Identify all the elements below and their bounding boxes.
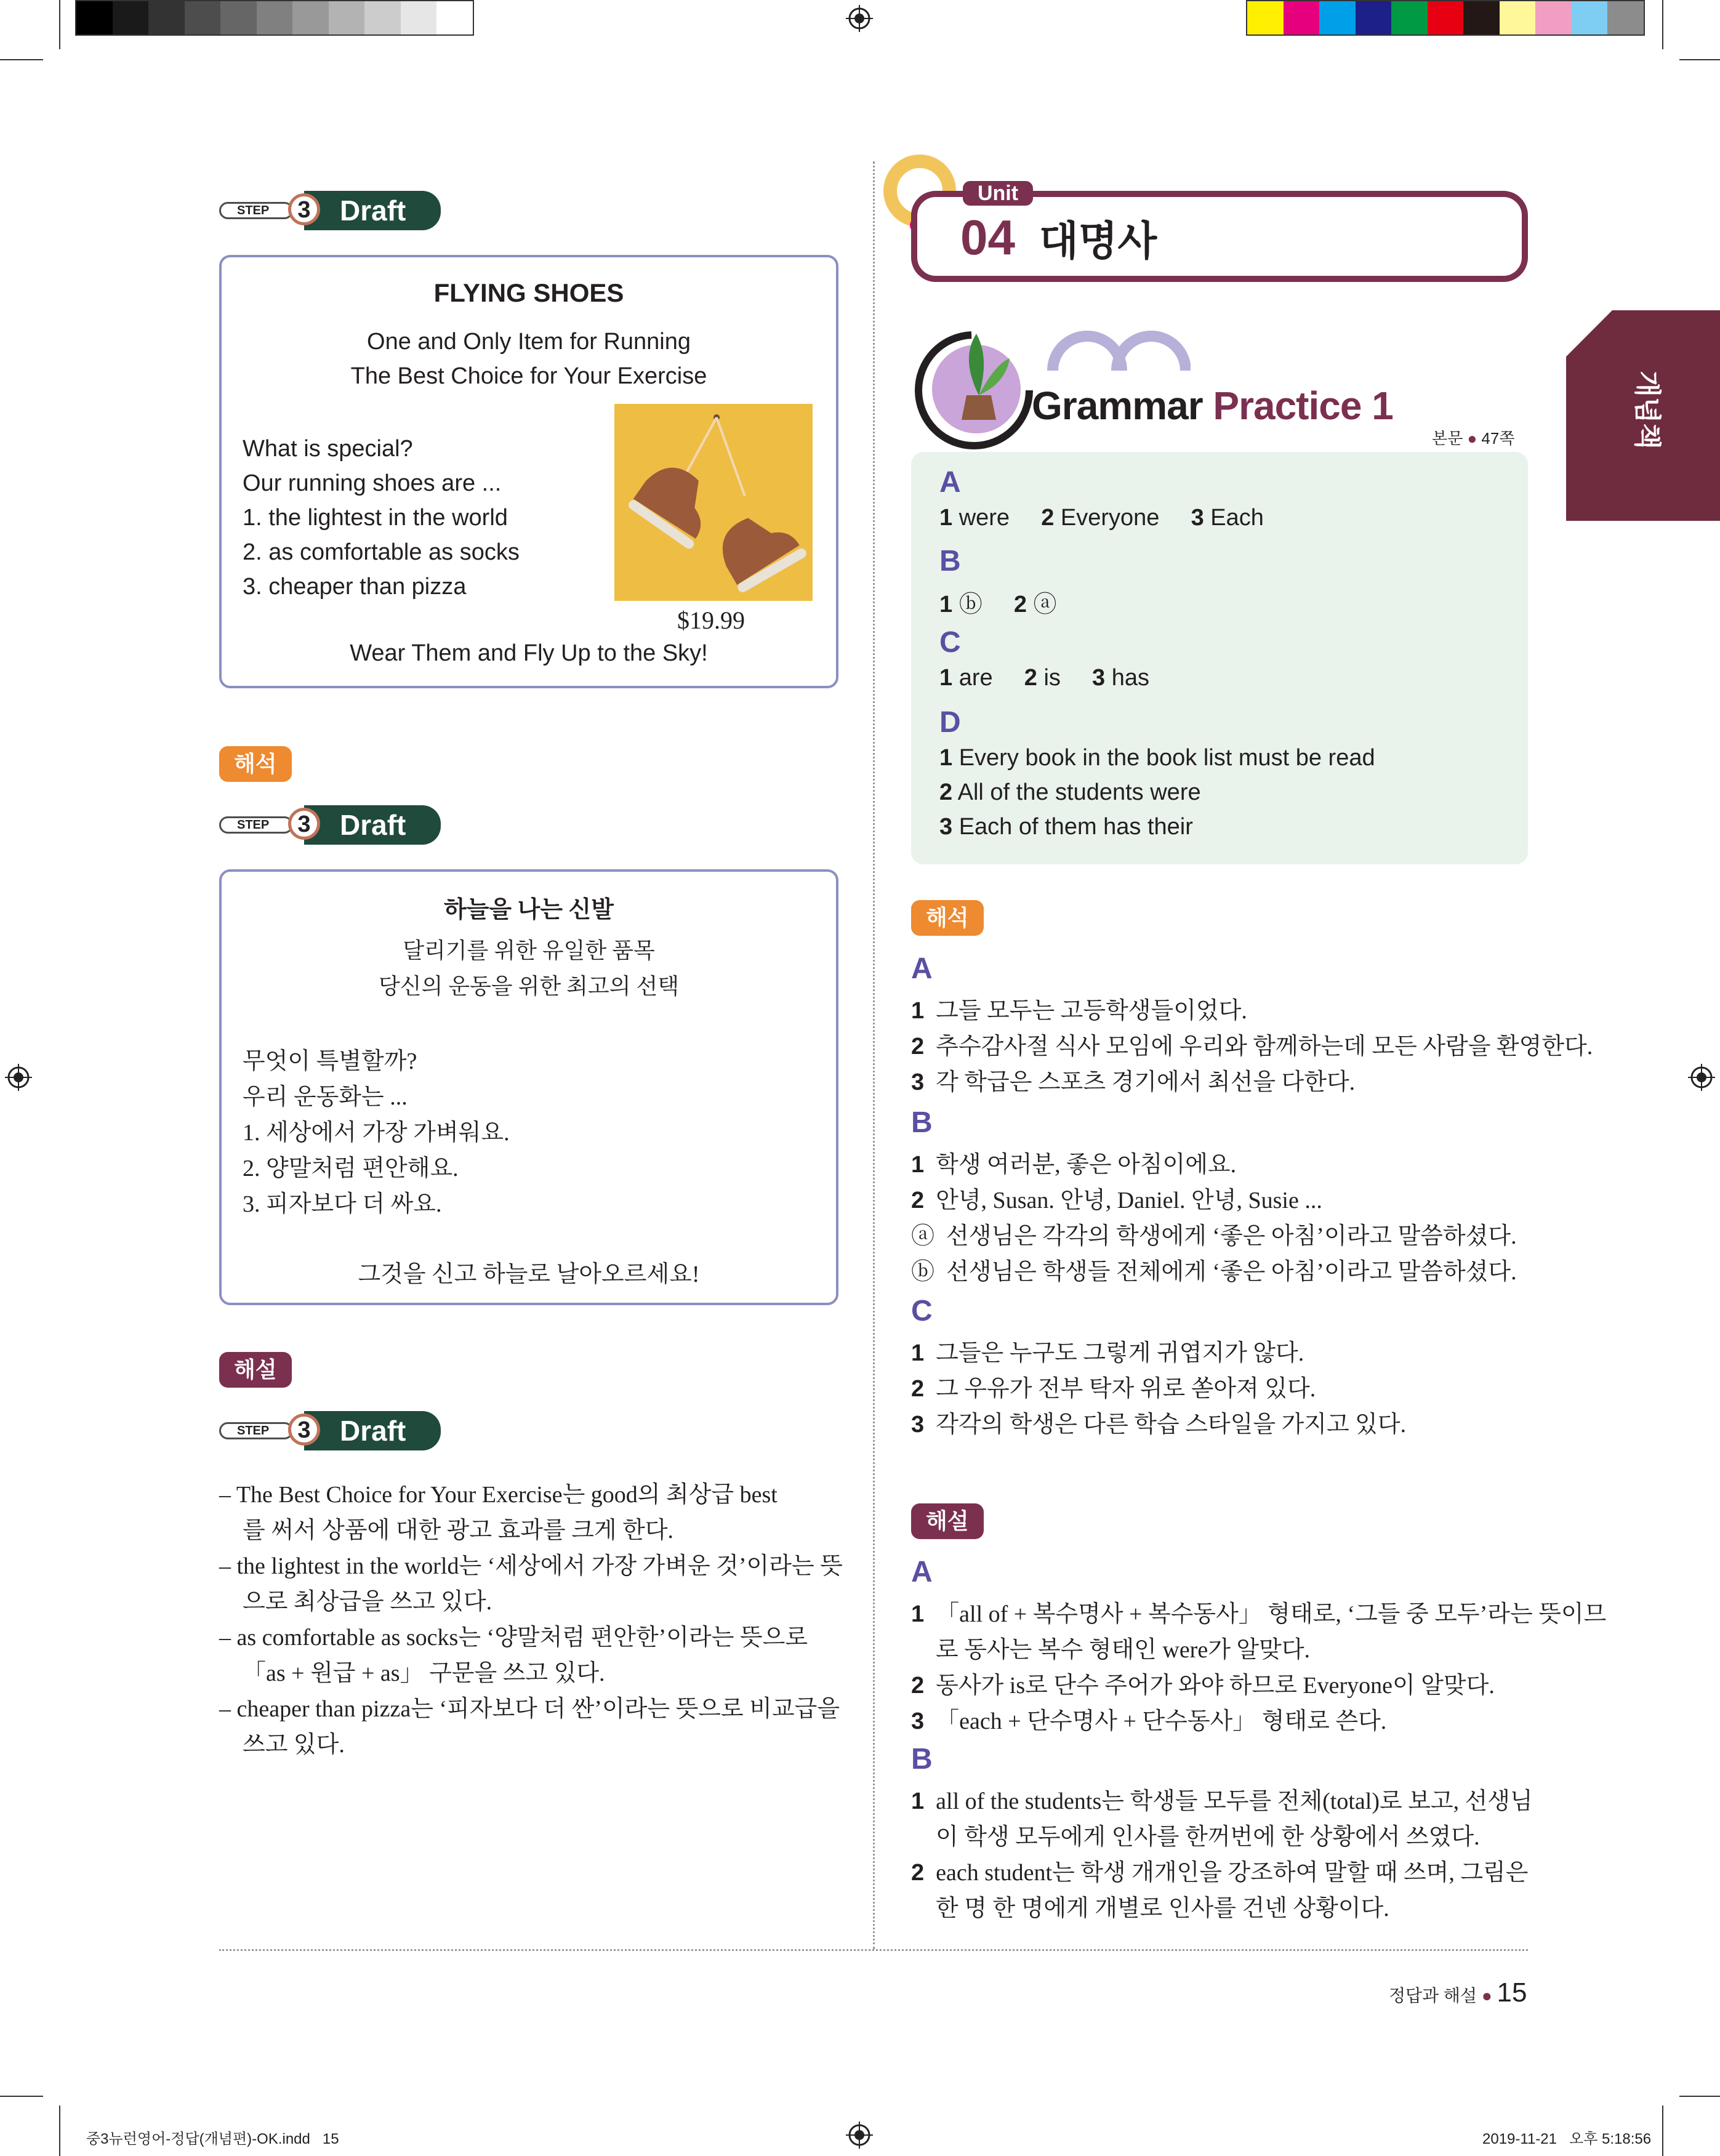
gray-calibration-strip (75, 0, 474, 36)
answer-text: Each (1210, 505, 1264, 531)
expl-letter-b: B (911, 1743, 933, 1776)
color-swatch (1535, 1, 1572, 34)
answer-text: ⓐ (1033, 592, 1057, 617)
ad-ko-line: 1. 세상에서 가장 가벼워요. (243, 1120, 510, 1146)
answer-num: 1 (939, 592, 953, 617)
line-text: 안녕, Susan. 안녕, Daniel. 안녕, Susie ... (936, 1188, 1322, 1213)
side-tab-label: 개념책 (1632, 371, 1662, 449)
crop-mark (1662, 2106, 1663, 2156)
line-text: 이 학생 모두에게 인사를 한꺼번에 한 상황에서 쓰였다. (936, 1824, 1480, 1850)
line-num: 3 (911, 1708, 925, 1734)
expl-line (936, 1817, 1480, 1851)
note-line: 으로 최상급을 쓰고 있다. (243, 1589, 492, 1615)
note-line: – cheaper than pizza는 ‘피자보다 더 싼’이라는 뜻으로 비교급을 (219, 1696, 840, 1722)
answer-text: All of the students were (957, 779, 1201, 805)
gray-swatch (329, 1, 365, 34)
color-swatch (1247, 1, 1284, 34)
answer-letter-d: D (939, 706, 961, 739)
practice-number: 1 (1372, 384, 1393, 428)
answer-line-d (939, 745, 1375, 771)
gray-swatch (364, 1, 401, 34)
answer-line-d (939, 779, 1201, 806)
ad-subtitle-2: The Best Choice for Your Exercise (350, 363, 707, 389)
unit-title: 대명사 (1039, 218, 1157, 263)
line-text: 「all of + 복수명사 + 복수동사」 형태로, ‘그들 중 모두’라는 뜻이므 (936, 1601, 1607, 1627)
line-num: 3 (911, 1412, 925, 1438)
step-pill: STEP (219, 202, 293, 219)
explanation-tag: 해설 (911, 1503, 984, 1539)
registration-mark-icon (846, 5, 873, 32)
step-number: 3 (288, 808, 320, 840)
unit-label: Unit (977, 182, 1019, 205)
answer-box (911, 452, 1528, 864)
explanation-tag: 해설 (219, 1352, 292, 1388)
color-swatch (1607, 1, 1644, 34)
expl-line (911, 1702, 1386, 1736)
line-text: 로 동사는 복수 형태인 were가 알맞다. (936, 1637, 1311, 1663)
trans-line (911, 1063, 1355, 1096)
file-slug: 중3뉴런영어-정답(개념편)-OK.indd 15 (86, 2131, 339, 2147)
page-footer (1389, 1977, 1527, 2008)
trans-line (911, 1027, 1593, 1061)
ad-box-korean (219, 869, 838, 1305)
step-label: Draft (340, 195, 406, 227)
step-badge (219, 191, 441, 230)
note-line: – the lightest in the world는 ‘세상에서 가장 가벼운 것’이라는 뜻 (219, 1553, 843, 1579)
expl-line (911, 1666, 1495, 1700)
timestamp-slug: 2019-11-21 오후 5:18:56 (1482, 2131, 1652, 2147)
answer-text: Everyone (1060, 505, 1160, 531)
expl-line (911, 1782, 1533, 1816)
answer-num: 3 (1191, 505, 1204, 531)
registration-mark-icon (1688, 1064, 1715, 1091)
note-line: 「as + 원급 + as」 구문을 쓰고 있다. (243, 1660, 605, 1686)
step-label: Draft (340, 809, 406, 841)
trans-letter-c: C (911, 1295, 933, 1327)
expl-line (911, 1595, 1606, 1628)
answer-line-b (939, 585, 1057, 619)
answer-num: 2 (1041, 505, 1055, 531)
step-number: 3 (288, 193, 320, 225)
answer-letter-c: C (939, 626, 961, 659)
answer-num: 1 (939, 665, 953, 691)
ad-line: Our running shoes are ... (243, 470, 502, 496)
translation-tag: 해석 (911, 900, 984, 936)
registration-mark-icon (5, 1064, 32, 1091)
line-text: 선생님은 학생들 전체에게 ‘좋은 아침’이라고 말씀하셨다. (946, 1259, 1517, 1285)
ad-ko-title: 하늘을 나는 신발 (444, 897, 614, 923)
ad-subtitle-1: One and Only Item for Running (367, 329, 691, 355)
line-text: 각각의 학생은 다른 학습 스타일을 가지고 있다. (936, 1412, 1407, 1438)
step-pill: STEP (219, 816, 293, 834)
ad-ko-line: 무엇이 특별할까? (243, 1048, 417, 1074)
trans-line (911, 1405, 1406, 1439)
line-num: 1 (911, 1340, 925, 1366)
step-label: Draft (340, 1415, 406, 1447)
flying-shoes-illustration (614, 404, 813, 601)
gray-swatch (436, 1, 473, 34)
gray-swatch (257, 1, 293, 34)
answer-num: 3 (939, 814, 953, 840)
line-num: 1 (911, 1601, 925, 1627)
ad-ko-line: 우리 운동화는 ... (243, 1084, 408, 1110)
grammar-practice-title (1032, 383, 1393, 428)
line-text: 한 명 한 명에게 개별로 인사를 건넨 상황이다. (936, 1896, 1389, 1921)
trans-line (911, 1252, 1517, 1286)
step-number: 3 (288, 1414, 320, 1446)
trans-letter-a: A (911, 952, 933, 985)
ad-ko-slogan: 그것을 신고 하늘로 날아오르세요! (358, 1261, 700, 1287)
line-num: 2 (911, 1188, 925, 1213)
crop-mark (59, 2106, 60, 2156)
trans-line (911, 1217, 1517, 1250)
ad-ko-subtitle-2: 당신의 운동을 위한 최고의 선택 (378, 974, 680, 999)
trans-line (911, 1145, 1236, 1179)
line-text: 추수감사절 식사 모임에 우리와 함께하는데 모든 사람을 환영한다. (936, 1034, 1593, 1060)
ad-line: What is special? (243, 436, 413, 462)
trans-letter-b: B (911, 1106, 933, 1139)
line-text: 그들은 누구도 그렇게 귀엽지가 않다. (936, 1340, 1304, 1366)
practice-word: Practice (1213, 384, 1362, 428)
ad-line: 2. as comfortable as socks (243, 539, 520, 565)
gray-swatch (185, 1, 221, 34)
answer-line-c (939, 665, 1149, 691)
answer-text: ⓑ (958, 592, 983, 617)
color-swatch (1356, 1, 1392, 34)
answer-num: 1 (939, 505, 953, 531)
line-num: 2 (911, 1673, 925, 1699)
gray-swatch (401, 1, 437, 34)
crop-mark (59, 0, 60, 49)
gray-swatch (148, 1, 185, 34)
color-swatch (1572, 1, 1608, 34)
page-ref-label: 본문 (1432, 429, 1463, 448)
page-ref-page: 47쪽 (1481, 429, 1515, 448)
line-num: ⓐ (911, 1223, 935, 1249)
answer-line-d (939, 814, 1193, 840)
line-text: all of the students는 학생들 모두를 전체(total)로 보고, 선생님 (936, 1788, 1533, 1814)
color-swatch (1500, 1, 1536, 34)
line-text: 선생님은 각각의 학생에게 ‘좋은 아침’이라고 말씀하셨다. (946, 1223, 1517, 1249)
line-num: 2 (911, 1034, 925, 1060)
crop-mark (1679, 2096, 1720, 2097)
answer-num: 2 (1024, 665, 1037, 691)
answer-num: 1 (939, 745, 953, 771)
line-text: 동사가 is로 단수 주어가 와야 하므로 Everyone이 알맞다. (936, 1673, 1495, 1699)
note-line: 쓰고 있다. (243, 1732, 345, 1758)
line-num: 1 (911, 998, 925, 1024)
grammar-word: Grammar (1032, 384, 1203, 428)
answer-num: 2 (1013, 592, 1027, 617)
page-number: 15 (1497, 1977, 1527, 2008)
ad-title: FLYING SHOES (433, 278, 624, 307)
gray-swatch (76, 1, 113, 34)
note-line: – The Best Choice for Your Exercise는 good의 최상급 best (219, 1482, 778, 1508)
footer-label: 정답과 해설 (1389, 1986, 1477, 2005)
ad-box-english (219, 255, 838, 688)
color-swatch (1284, 1, 1320, 34)
expl-letter-a: A (911, 1556, 933, 1588)
trans-line (911, 991, 1247, 1025)
note-line: 를 써서 상품에 대한 광고 효과를 크게 한다. (243, 1518, 674, 1543)
gray-swatch (220, 1, 257, 34)
note-line: – as comfortable as socks는 ‘양말처럼 편안한’이라는 뜻으로 (219, 1625, 808, 1651)
ad-slogan: Wear Them and Fly Up to the Sky! (350, 640, 708, 666)
step-badge (219, 805, 441, 845)
expl-line (936, 1889, 1389, 1923)
page-reference (1432, 426, 1514, 449)
line-text: 「each + 단수명사 + 단수동사」 형태로 쓴다. (936, 1708, 1387, 1734)
step-badge (219, 1411, 441, 1450)
answer-num: 2 (939, 779, 953, 805)
registration-mark-icon (846, 2122, 873, 2149)
answer-text: has (1111, 665, 1150, 691)
ad-ko-subtitle-1: 달리기를 위한 유일한 품목 (403, 938, 655, 963)
expl-line (911, 1853, 1528, 1887)
trans-line (911, 1333, 1304, 1367)
crop-mark (1679, 59, 1720, 60)
answer-text: is (1043, 665, 1061, 691)
line-num: ⓑ (911, 1259, 935, 1285)
answer-letter-a: A (939, 466, 961, 499)
bullet-icon: ● (1467, 429, 1477, 448)
line-num: 2 (911, 1860, 925, 1886)
line-num: 1 (911, 1152, 925, 1178)
line-text: 그 우유가 전부 탁자 위로 쏟아져 있다. (936, 1376, 1316, 1402)
line-num: 2 (911, 1376, 925, 1402)
color-calibration-strip (1246, 0, 1645, 36)
answer-text: are (958, 665, 993, 691)
color-swatch (1428, 1, 1464, 34)
line-text: 학생 여러분, 좋은 아침이에요. (936, 1152, 1237, 1178)
translation-tag: 해석 (219, 746, 292, 782)
line-text: 그들 모두는 고등학생들이었다. (936, 998, 1247, 1024)
ad-line: 3. cheaper than pizza (243, 574, 467, 600)
color-swatch (1319, 1, 1356, 34)
line-text: each student는 학생 개개인을 강조하여 말할 때 쓰며, 그림은 (936, 1860, 1529, 1886)
expl-line (936, 1630, 1310, 1664)
ad-ko-line: 3. 피자보다 더 싸요. (243, 1191, 442, 1217)
bullet-icon: ● (1481, 1986, 1492, 2005)
ad-ko-line: 2. 양말처럼 편안해요. (243, 1156, 459, 1181)
trans-line (911, 1369, 1316, 1403)
answer-line-a (939, 505, 1264, 531)
answer-text: Each of them has their (958, 814, 1193, 840)
trans-line (911, 1181, 1322, 1215)
bottom-divider (219, 1949, 1528, 1951)
answer-text: were (958, 505, 1010, 531)
crop-mark (1662, 0, 1663, 49)
gray-swatch (113, 1, 149, 34)
step-pill: STEP (219, 1422, 293, 1439)
answer-letter-b: B (939, 545, 961, 577)
ad-price: $19.99 (677, 606, 745, 634)
column-divider (873, 161, 875, 1949)
crop-mark (0, 2096, 43, 2097)
crop-mark (0, 59, 43, 60)
ad-line: 1. the lightest in the world (243, 505, 508, 531)
unit-number: 04 (960, 210, 1015, 265)
gray-swatch (292, 1, 329, 34)
line-text: 각 학급은 스포츠 경기에서 최선을 다한다. (936, 1069, 1356, 1095)
color-swatch (1463, 1, 1500, 34)
answer-text: Every book in the book list must be read (958, 745, 1375, 771)
answer-num: 3 (1092, 665, 1106, 691)
line-num: 3 (911, 1069, 925, 1095)
color-swatch (1391, 1, 1428, 34)
line-num: 1 (911, 1788, 925, 1814)
